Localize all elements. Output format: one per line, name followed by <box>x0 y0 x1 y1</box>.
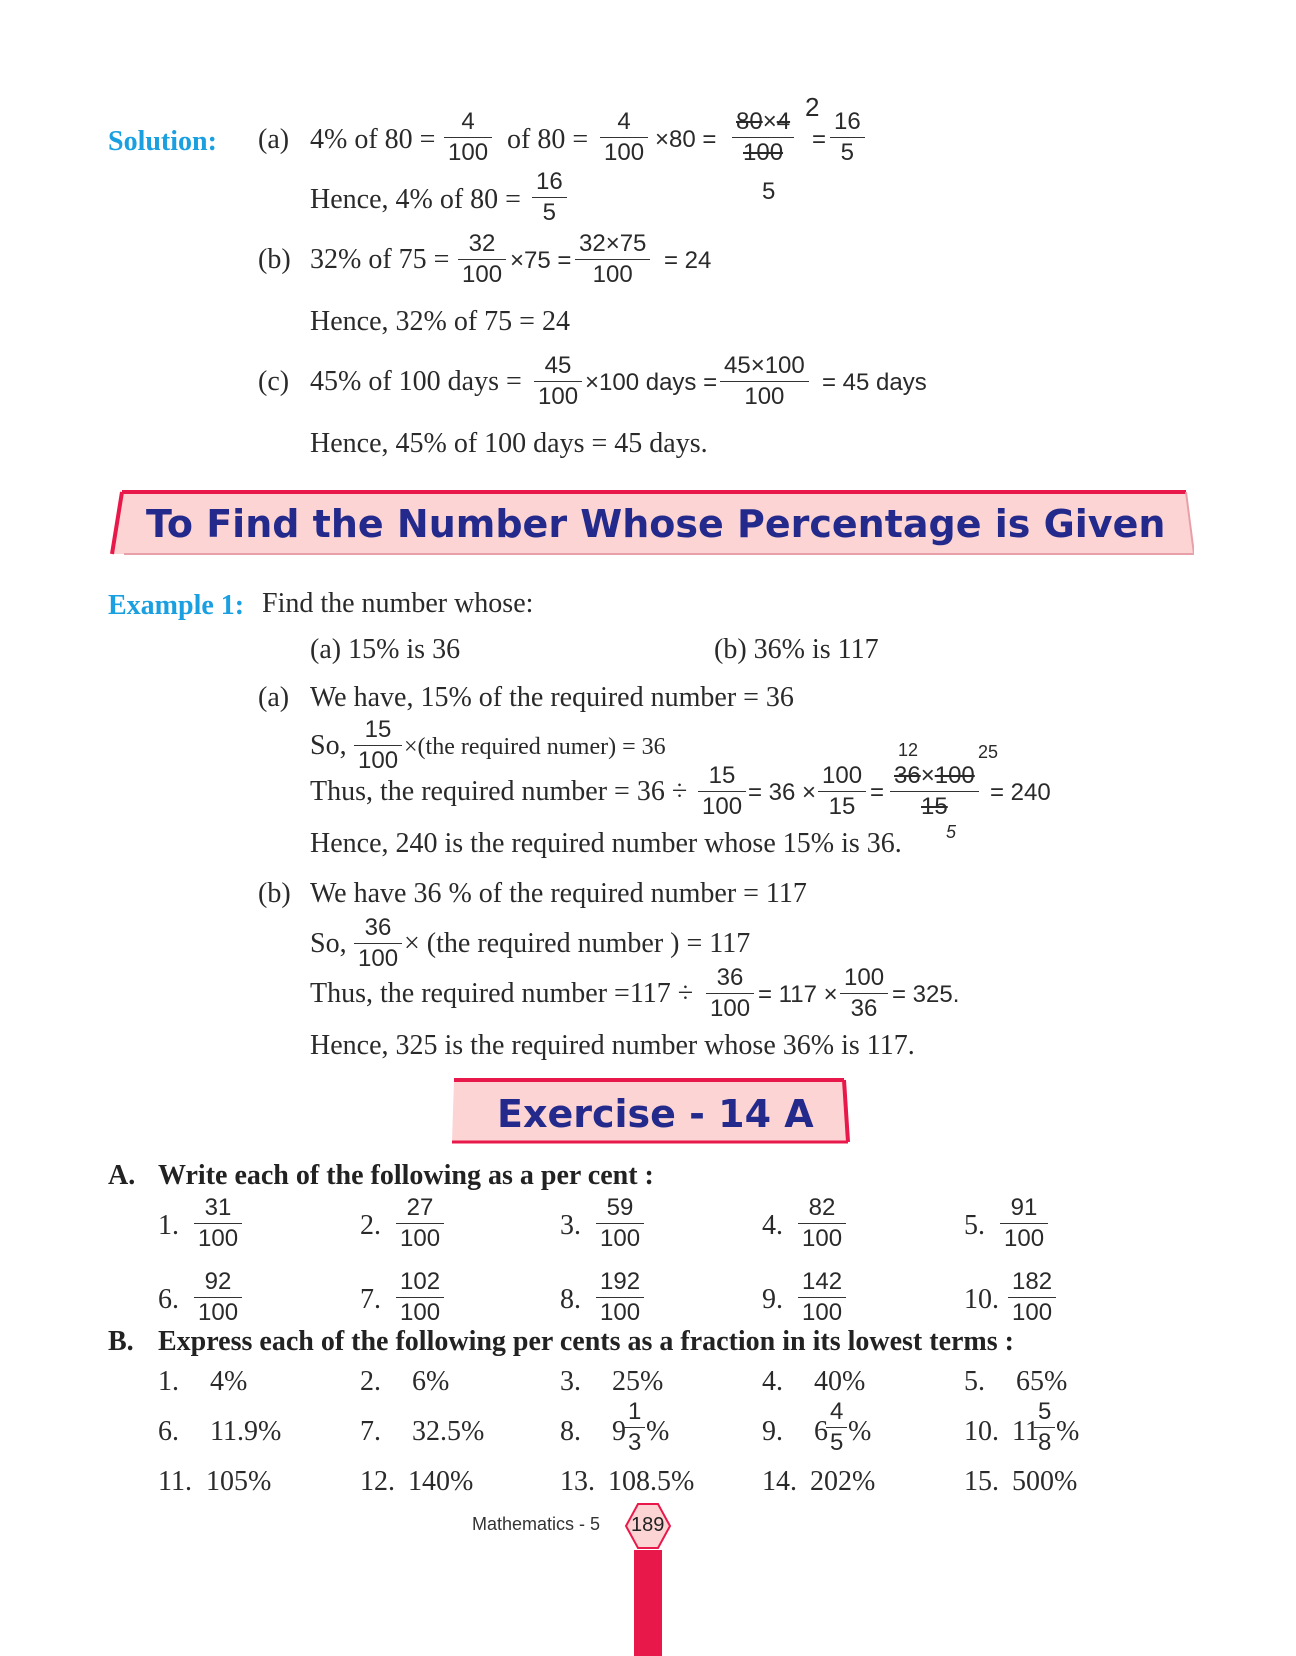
mixed-number-fraction: $\frac{4}{5}$ <box>826 1400 847 1455</box>
footer-subject: Mathematics - 5 <box>472 1514 601 1534</box>
example-option-a: (a) 15% is 36 <box>310 634 461 665</box>
solution-label: Solution: <box>108 126 217 157</box>
fraction: $\frac{31}{100}$ <box>194 1196 242 1251</box>
fraction: $\frac{32}{100}$ <box>458 232 506 287</box>
fraction: $\frac{45}{100}$ <box>534 354 582 409</box>
exercise-b-item-value: 25% <box>612 1366 664 1397</box>
solution-b-lhs: 32% of 75 = <box>310 244 450 275</box>
exercise-b-item-number: 2. <box>360 1366 381 1397</box>
example-b-so: So, <box>310 928 347 959</box>
exercise-a-item-number: 5. <box>964 1210 985 1241</box>
exercise-b-text: Express each of the following per cents as a fraction in its lowest terms : <box>158 1326 1014 1357</box>
example-a-tag: (a) <box>258 682 290 713</box>
exercise-b-item-number: 7. <box>360 1416 381 1447</box>
exercise-a-item-number: 4. <box>762 1210 783 1241</box>
solution-c-result: = 45 days <box>822 369 927 396</box>
exercise-a-item-number: 8. <box>560 1284 581 1315</box>
exercise-b-item-number: 8. <box>560 1416 581 1447</box>
exercise-b-item-value: 202% <box>810 1466 876 1497</box>
exercise-a-text: Write each of the following as a per cent : <box>158 1160 654 1191</box>
example-b-thus: Thus, the required number =117 ÷ <box>310 978 694 1009</box>
solution-b-result: = 24 <box>664 247 712 274</box>
exercise-b-item-number: 5. <box>964 1366 985 1397</box>
exercise-b-item-number: 3. <box>560 1366 581 1397</box>
example-a-line1: We have, 15% of the required number = 36 <box>310 682 794 713</box>
example-option-b: (b) 36% is 117 <box>714 634 879 665</box>
cancel-fraction: $\frac{36\times 100}{15}$ <box>890 764 979 819</box>
solution-a-lhs: 4% of 80 = <box>310 124 436 155</box>
fraction: $\frac{100}{15}$ <box>818 764 866 819</box>
example-a-so: So, <box>310 730 347 761</box>
exercise-b-item-value: 65% <box>1016 1366 1068 1397</box>
percent-sign: % <box>646 1416 670 1447</box>
fraction: $\frac{92}{100}$ <box>194 1270 242 1325</box>
solution-a-hence: Hence, 4% of 80 = <box>310 184 521 215</box>
example-b-so-rest: × (the required number ) = 117 <box>404 928 751 959</box>
cancel-fraction: $\frac{80\times 4}{100}$ <box>732 110 794 165</box>
exercise-b-item-value: 140% <box>408 1466 474 1497</box>
exercise-b-item-number: 1. <box>158 1366 179 1397</box>
cancel-b: 25 <box>978 742 999 762</box>
solution-a-times80: ×80 = <box>655 126 717 153</box>
fraction: $\frac{32\times 75}{100}$ <box>575 232 650 287</box>
example-b-result: = 325. <box>892 981 960 1008</box>
percent-sign: % <box>1056 1416 1080 1447</box>
exercise-b-item-value: 32.5% <box>412 1416 485 1447</box>
cancel-a: 12 <box>898 740 919 760</box>
cancel-den: 5 <box>946 822 957 842</box>
solution-a-of80: of 80 = <box>507 124 589 155</box>
fraction: $\frac{16}{5}$ <box>532 170 567 225</box>
exercise-a-item-number: 6. <box>158 1284 179 1315</box>
solution-c-tag: (c) <box>258 366 290 397</box>
page-tab <box>634 1550 662 1656</box>
mixed-number-whole: 6 <box>814 1416 828 1447</box>
exercise-b-item-number: 9. <box>762 1416 783 1447</box>
example-label: Example 1: <box>108 590 245 621</box>
exercise-b-item-value: 105% <box>206 1466 272 1497</box>
fraction: $\frac{82}{100}$ <box>798 1196 846 1251</box>
mixed-number-fraction: $\frac{5}{8}$ <box>1034 1400 1055 1455</box>
exercise-b-item-number: 13. <box>560 1466 595 1497</box>
example-a-hence: Hence, 240 is the required number whose 15% is 36. <box>310 828 902 859</box>
example-a-thus: Thus, the required number = 36 ÷ <box>310 776 688 807</box>
fraction: $\frac{102}{100}$ <box>396 1270 444 1325</box>
example-b-hence: Hence, 325 is the required number whose 36% is 117. <box>310 1030 915 1061</box>
fraction: $\frac{36}{100}$ <box>706 966 754 1021</box>
example-b-tag: (b) <box>258 878 291 909</box>
exercise-a-item-number: 10. <box>964 1284 999 1315</box>
exercise-b-item-number: 15. <box>964 1466 999 1497</box>
example-prompt: Find the number whose: <box>262 588 534 619</box>
solution-c-lhs: 45% of 100 days = <box>310 366 522 397</box>
example-a-mid: = 36 × <box>748 779 817 806</box>
exercise-a-item-number: 3. <box>560 1210 581 1241</box>
solution-c-mid: ×100 days = <box>585 369 718 396</box>
fraction: $\frac{15}{100}$ <box>698 764 746 819</box>
equals-sign: = <box>812 126 827 153</box>
exercise-b-item-value: 108.5% <box>608 1466 695 1497</box>
solution-b-hence: Hence, 32% of 75 = 24 <box>310 306 570 337</box>
exercise-title: Exercise - 14 A <box>497 1092 814 1136</box>
solution-b-tag: (b) <box>258 244 291 275</box>
equals-sign: = <box>870 779 885 806</box>
exercise-b-item-number: 4. <box>762 1366 783 1397</box>
exercise-b-item-number: 12. <box>360 1466 395 1497</box>
mixed-number-whole: 11 <box>1012 1416 1039 1447</box>
example-b-mid: = 117 × <box>758 981 838 1008</box>
exercise-a-label: A. <box>108 1160 136 1191</box>
heading-title: To Find the Number Whose Percentage is Given <box>146 502 1166 546</box>
exercise-a-item-number: 9. <box>762 1284 783 1315</box>
fraction: $\frac{100}{36}$ <box>840 966 888 1021</box>
example-b-line1: We have 36 % of the required number = 117 <box>310 878 807 909</box>
exercise-b-item-number: 10. <box>964 1416 999 1447</box>
fraction: $\frac{192}{100}$ <box>596 1270 644 1325</box>
percent-sign: % <box>848 1416 872 1447</box>
fraction: $\frac{36}{100}$ <box>354 916 402 971</box>
exercise-a-item-number: 2. <box>360 1210 381 1241</box>
page-number: 189 <box>631 1514 665 1536</box>
exercise-b-item-number: 11. <box>158 1466 192 1497</box>
example-a-result: = 240 <box>990 779 1051 806</box>
fraction: $\frac{45\times 100}{100}$ <box>720 354 809 409</box>
exercise-b-item-number: 14. <box>762 1466 797 1497</box>
fraction: $\frac{4}{100}$ <box>600 110 648 165</box>
exercise-b-label: B. <box>108 1326 134 1357</box>
exercise-b-item-value: 500% <box>1012 1466 1078 1497</box>
fraction: $\frac{16}{5}$ <box>830 110 865 165</box>
mixed-number-fraction: $\frac{1}{3}$ <box>624 1400 645 1455</box>
solution-c-hence: Hence, 45% of 100 days = 45 days. <box>310 428 708 459</box>
exercise-b-item-number: 6. <box>158 1416 179 1447</box>
fraction: $\frac{182}{100}$ <box>1008 1270 1056 1325</box>
exercise-b-item-value: 4% <box>210 1366 248 1397</box>
mixed-number-whole: 9 <box>612 1416 626 1447</box>
example-a-so-rest: ×(the required numer) = 36 <box>404 734 666 760</box>
fraction: $\frac{142}{100}$ <box>798 1270 846 1325</box>
fraction: $\frac{91}{100}$ <box>1000 1196 1048 1251</box>
fraction: $\frac{15}{100}$ <box>354 718 402 773</box>
cancel-top: 2 <box>805 92 820 122</box>
fraction: $\frac{27}{100}$ <box>396 1196 444 1251</box>
exercise-b-item-value: 11.9% <box>210 1416 282 1447</box>
fraction: $\frac{59}{100}$ <box>596 1196 644 1251</box>
cancel-bottom: 5 <box>762 178 776 205</box>
fraction: $\frac{4}{100}$ <box>444 110 492 165</box>
exercise-b-item-value: 6% <box>412 1366 450 1397</box>
solution-a-tag: (a) <box>258 124 290 155</box>
exercise-b-item-value: 40% <box>814 1366 866 1397</box>
exercise-a-item-number: 1. <box>158 1210 179 1241</box>
solution-b-mid: ×75 = <box>510 247 572 274</box>
exercise-a-item-number: 7. <box>360 1284 381 1315</box>
